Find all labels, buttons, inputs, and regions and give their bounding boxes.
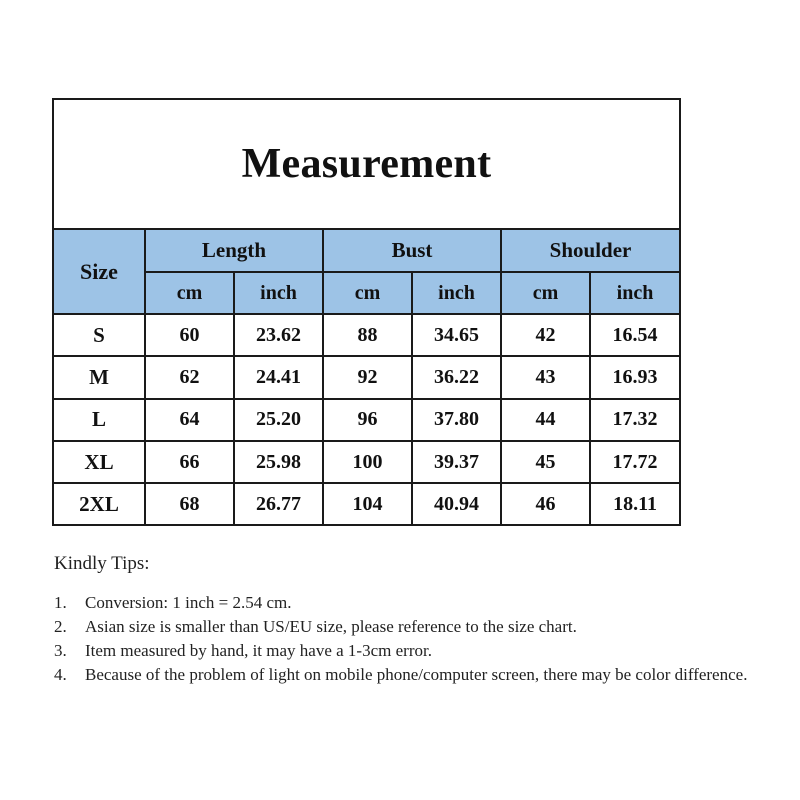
value-cell: 17.72 — [590, 441, 679, 483]
value-cell: 100 — [323, 441, 412, 483]
table-row — [54, 399, 679, 441]
value-cell: 43 — [501, 356, 590, 398]
value-cell: 36.22 — [412, 356, 501, 398]
table-row — [54, 356, 679, 398]
list-item — [54, 591, 784, 615]
list-item — [54, 639, 784, 663]
value-cell: 23.62 — [234, 314, 323, 356]
shoulder-header: Shoulder — [501, 230, 679, 272]
value-cell: 16.93 — [590, 356, 679, 398]
size-cell: L — [54, 399, 145, 441]
value-cell: 34.65 — [412, 314, 501, 356]
value-cell: 17.32 — [590, 399, 679, 441]
list-item-number: 3. — [54, 641, 67, 660]
value-cell: 18.11 — [590, 483, 679, 524]
value-cell: 44 — [501, 399, 590, 441]
value-cell: 39.37 — [412, 441, 501, 483]
value-cell: 64 — [145, 399, 234, 441]
value-cell: 88 — [323, 314, 412, 356]
size-table — [54, 230, 679, 524]
length-header: Length — [145, 230, 323, 272]
size-cell: M — [54, 356, 145, 398]
chart-title-cell — [54, 100, 679, 230]
unit-header: inch — [412, 272, 501, 314]
unit-header-row — [54, 272, 679, 314]
size-cell: 2XL — [54, 483, 145, 524]
list-item-text: Asian size is smaller than US/EU size, please reference to the size chart. — [85, 617, 577, 636]
value-cell: 25.98 — [234, 441, 323, 483]
value-cell: 16.54 — [590, 314, 679, 356]
table-row — [54, 441, 679, 483]
value-cell: 66 — [145, 441, 234, 483]
table-row — [54, 483, 679, 524]
unit-header: cm — [145, 272, 234, 314]
value-cell: 46 — [501, 483, 590, 524]
group-header-row — [54, 230, 679, 272]
value-cell: 62 — [145, 356, 234, 398]
value-cell: 25.20 — [234, 399, 323, 441]
value-cell: 37.80 — [412, 399, 501, 441]
value-cell: 92 — [323, 356, 412, 398]
unit-header: inch — [590, 272, 679, 314]
tips-title: Kindly Tips: — [54, 553, 150, 574]
size-cell: S — [54, 314, 145, 356]
value-cell: 45 — [501, 441, 590, 483]
list-item — [54, 615, 784, 639]
kindly-tips — [54, 553, 784, 687]
value-cell: 68 — [145, 483, 234, 524]
value-cell: 26.77 — [234, 483, 323, 524]
list-item-number: 4. — [54, 665, 67, 684]
unit-header: cm — [323, 272, 412, 314]
list-item-text: Item measured by hand, it may have a 1-3cm error. — [85, 641, 432, 660]
list-item — [54, 663, 784, 687]
unit-header: cm — [501, 272, 590, 314]
list-item-number: 1. — [54, 593, 67, 612]
value-cell: 42 — [501, 314, 590, 356]
size-column-header: Size — [54, 230, 145, 314]
table-row — [54, 314, 679, 356]
list-item-number: 2. — [54, 617, 67, 636]
tips-list — [54, 591, 784, 687]
chart-title: Measurement — [241, 141, 492, 187]
value-cell: 96 — [323, 399, 412, 441]
list-item-text: Because of the problem of light on mobile phone/computer screen, there may be color difference. — [85, 665, 748, 684]
value-cell: 40.94 — [412, 483, 501, 524]
value-cell: 60 — [145, 314, 234, 356]
value-cell: 104 — [323, 483, 412, 524]
value-cell: 24.41 — [234, 356, 323, 398]
unit-header: inch — [234, 272, 323, 314]
size-chart — [52, 98, 681, 526]
size-cell: XL — [54, 441, 145, 483]
bust-header: Bust — [323, 230, 501, 272]
list-item-text: Conversion: 1 inch = 2.54 cm. — [85, 593, 292, 612]
